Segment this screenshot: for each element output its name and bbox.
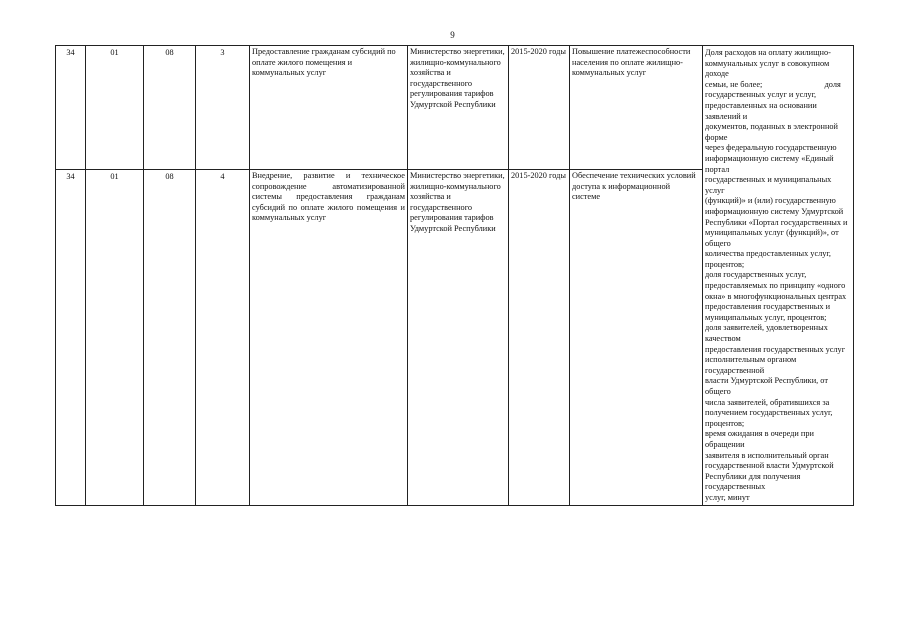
cell-code-4: 3 xyxy=(196,46,250,170)
cell-indicators xyxy=(703,46,854,506)
cell-code-2: 01 xyxy=(86,170,144,506)
cell-period: 2015-2020 годы xyxy=(509,170,570,506)
cell-code-3: 08 xyxy=(144,170,196,506)
cell-activity-name: Внедрение, развитие и техническое сопровождение автоматизированной системы предоставления гражданам субсидий по оплате жилого помещения и коммунальных услуг xyxy=(250,170,408,506)
cell-executor: Министерство энергетики, жилищно-коммунального хозяйства и государственного регулирования тарифов Удмуртской Республики xyxy=(408,170,509,506)
program-table xyxy=(55,45,854,506)
cell-activity-name: Предоставление гражданам субсидий по оплате жилого помещения и коммунальных услуг xyxy=(250,46,408,170)
cell-code-2: 01 xyxy=(86,46,144,170)
cell-code-1: 34 xyxy=(56,170,86,506)
cell-period: 2015-2020 годы xyxy=(509,46,570,170)
page-number: 9 xyxy=(450,30,455,40)
cell-code-4: 4 xyxy=(196,170,250,506)
cell-code-3: 08 xyxy=(144,46,196,170)
table-row xyxy=(56,46,854,170)
indicators-text: Доля расходов на оплату жилищно- коммунальных услуг в совокупном доходе семьи, не более; доля государственных услуг и услуг, предоставленных на основании заявлений и документов, поданных в электронной форме через федеральную государственную информационную систему «Единый портал государственных и муниципальных услуг (функций)» и (или) государственную информационную систему Удмуртской Республики «Портал государственных и муниципальных услуг (функций)», от общего количества предоставленных услуг, процентов; доля государственных услуг, предоставляемых по принципу «одного окна» в многофункциональных центрах предоставления государственных и муниципальных услуг, процентов; доля заявителей, удовлетворенных качеством предоставления государственных услуг исполнительным органом государственной власти Удмуртской Республики, от общего числа заявителей, обратившихся за получением государственных услуг, процентов; время ожидания в очереди при обращении заявителя в исполнительный орган государственной власти Удмуртской Республики для получения государственных услуг, минут xyxy=(705,48,848,502)
cell-expected-result: Повышение платежеспособности населения по оплате жилищно-коммунальных услуг xyxy=(570,46,703,170)
cell-code-1: 34 xyxy=(56,46,86,170)
cell-expected-result: Обеспечение технических условий доступа к информационной системе xyxy=(570,170,703,506)
cell-executor: Министерство энергетики, жилищно-коммунального хозяйства и государственного регулирования тарифов Удмуртской Республики xyxy=(408,46,509,170)
